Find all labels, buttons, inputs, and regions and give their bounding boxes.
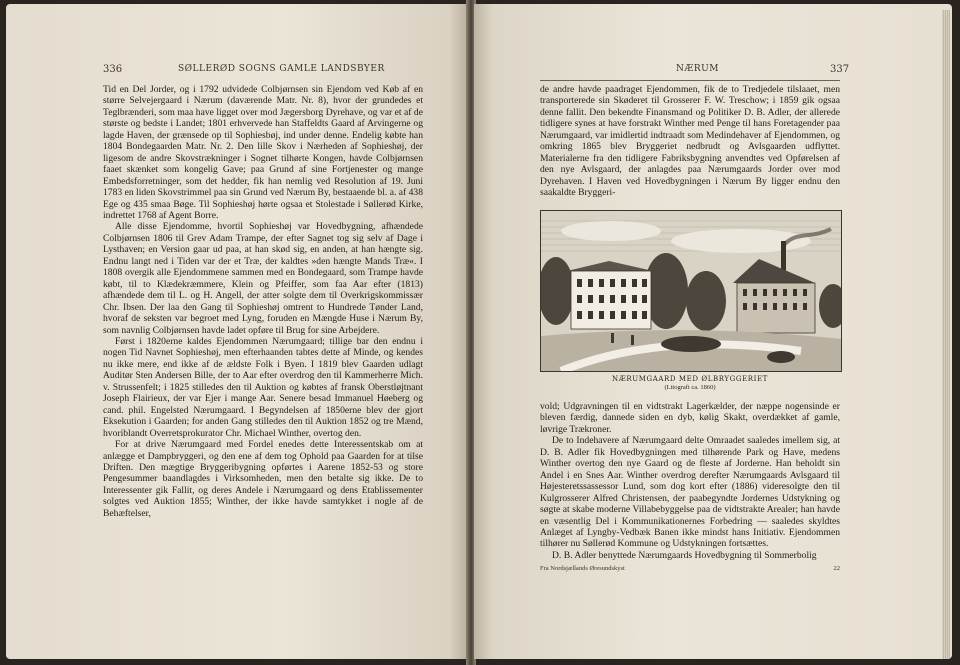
right-running-head: NÆRUM — [676, 64, 719, 74]
illustration-caption — [540, 375, 840, 391]
left-page-number: 336 — [103, 64, 123, 75]
left-paragraph: Først i 1820erne kaldes Ejendommen Nærumgaard; tillige bar den endnu i nogen Tid Navnet Sophieshøj, men efterhaanden tabtes dette af Minde, og kendes nu ikke mere, end ikke af de ældste Folk i Byen. I 1819 blev Gaarden udlagt Auditør Sten Andersen Bille, der to Aar efter overdrog den til Kammerherre Mich. v. Strussenfelt; i 1825 stilledes den til Auktion og købtes af fransk Oberstløjtnant Joseph Flairieux, der var Ejer i mange Aar. Senere besad Immanuel Høeberg og cand. phil. Engelsted Nærumgaard. I Begyndelsen af 1850erne blev der gjort Eksekution i Gaarden; for anden Gang stilledes den til Auktion 1852 og tre Mænd, hvoriblandt Overretsprokurator Chr. Michael Winther, overtog den. — [103, 335, 423, 439]
right-body-text-bottom — [540, 401, 840, 561]
page-footer — [540, 565, 840, 572]
left-running-head: SØLLERØD SOGNS GAMLE LANDSBYER — [178, 64, 385, 74]
page-edge-stack — [942, 10, 950, 659]
right-paragraph: D. B. Adler benyttede Nærumgaards Hovedbygning til Sommerbolig — [552, 549, 817, 561]
right-paragraph: De to Indehavere af Nærumgaard delte Omraadet saaledes imellem sig, at D. B. Adler fik Hovedbygningen med tilhørende Park og Have, medens Winther overtog den nye Gaard og de fleste af Jorderne. Han beholdt sin Andel i en Snes Aar. Winther overdrog derefter Nærumgaards Avlsgaard til Højesteretssassessor Lund, som dog kort efter (1886) videresolgte den til Kulgrosserer Alfred Christensen, der paabegyndte Jordernes Udstykning og søgte at skabe moderne Villabebyggelse paa de vidtstrakte Arealer; han havde en væsentlig Del i Kommunikationernes Forbedring — saaledes skyldtes Anlæget af Lyngby-Vedbæk Banen ikke mindst hans Initiativ. Ejendommen tilhører nu Søllerød Kommune og Udstykningen fortsættes. — [540, 435, 840, 550]
right-paragraph: vold; Udgravningen til en vidtstrakt Lagerkælder, der næppe nogensinde er bleven færdig, dannede siden en dyb, kølig Skakt, overdækket af gamle, løvrige Trækroner. — [540, 401, 840, 435]
caption-title: NÆRUMGAARD MED ØLBRYGGERIET — [612, 375, 768, 383]
left-page — [6, 4, 468, 659]
right-paragraph: de andre havde paadraget Ejendommen, fik de to Tredjedele tilslaaet, men transporterede sin Skøderet til Grosserer F. W. Treschow; i 1859 gik ogsaa denne fallit. Den bekendte Finansmand og Politiker D. B. Adler, der allerede tidligere synes at have forstrakt Winther med Penge til hans Foretagender paa Nærumgaard, var imidlertid indtraadt som Medindehaver af Ejendommen, og omkring 1865 blev Bryggeriet nedbrudt og Avlsgaarden udflyttet. Materialerne fra den tidligere Fabriksbygning anvendtes ved Opførelsen af den nye Avlsgaard, der anlagdes paa Nærumgaards Jorder over mod Dyrehaven. I Haven ved Hovedbygningen i Nærum By ligger endnu den saakaldte Bryggeri- — [540, 84, 840, 199]
footer-source: Fra Nordsjællands Øresundskyst — [540, 565, 625, 572]
lithograph-illustration — [540, 210, 842, 372]
right-page — [474, 4, 952, 659]
footer-signature: 22 — [833, 565, 840, 572]
right-body-text-top — [540, 84, 840, 199]
header-rule — [540, 80, 840, 81]
left-body-text — [103, 84, 423, 519]
lithograph-image — [541, 211, 841, 371]
left-paragraph: Alle disse Ejendomme, hvortil Sophieshøj var Hovedbygning, afhændede Colbjørnsen 1806 til Grev Adam Trampe, der efter Sagnet tog sig selv af Dage i Lysthaven; en Version gaar ud paa, at han skød sig, en anden, at han hængte sig. Endnu langt ned i Tiden var der et Træ, der kaldtes »den hængte Mands Træ«. I 1808 overgik alle Ejendommene sammen med en Bondegaard, som Trampe havde købt, til to Klædekræmmere, Klein og Pfeiffer, som faa Aar efter (1813) afhændede dem til L. og H. Angell, der atter solgte dem til Overkrigskommissær Chr. Ibsen. Der laa den Gang til Sophieshøj omtrent to Hundrede Tønder Land, hvoraf de seksten var begroet med Lyng, foruden en Mængde Huse i Nærum By, som navnlig Colbjørnsen havde ladet opføre til Brug for sine Arbejdere. — [103, 221, 423, 336]
left-paragraph: For at drive Nærumgaard med Fordel enedes dette Interessentskab om at anlægge et Dampbryggeri, og den ene af dem tog Ophold paa Gaarden for at tilse Driften. Den mægtige Bryggeribygning opførtes i Aarene 1852-53 og store Pengesummer baandlagdes i Virksomheden, men den betalte sig ikke. De to Interessenter gik Fallit, og deres Andele i Nærumgaard og dens Etablissementer solgtes ved Auktion 1855; Winther, der ikke havde samtykket i nogle af de Behæftelser, — [103, 439, 423, 519]
right-page-number: 337 — [830, 64, 850, 75]
caption-subtitle: (Litografi ca. 1860) — [664, 384, 716, 391]
left-paragraph: Tid en Del Jorder, og i 1792 udvidede Colbjørnsen sin Ejendom ved Køb af en større Selvejergaard i Nærum (daværende Matr. Nr. 8), hvor der grundedes et Teglbrænderi, som maa have ligget over mod Jægersborg Dyrehave, og var et af de største og bedste i Landet; 1801 erhvervede han Staffeldts Gaard af Arvingerne og lagde Haven, der grænsede op til Sophiesbøj, ind under denne. Endelig købte han 1804 Bondegaarden Matr. Nr. 2. Den lille Skov i Nærheden af Sophieshøj, der ligesom de andre Skovstrækninger i Sognet tilhørte Kongen, havde Colbjørnsen faaet skænket som kongelig Gave; paa Grund af sine Fortjenester og mange Embedsforretninger, som det hedder, fik han nemlig ved Resolution af 19. Juni 1783 en liden Skovstrimmel paa sin Grund ved Nærum By, bestaaende bl. a. af 438 Ege og 435 smaa Bøge. Til Sophieshøj hørte ogsaa et Stolestade i Søllerød Kirke, indrettet 1768 af Agent Borre. — [103, 84, 423, 221]
